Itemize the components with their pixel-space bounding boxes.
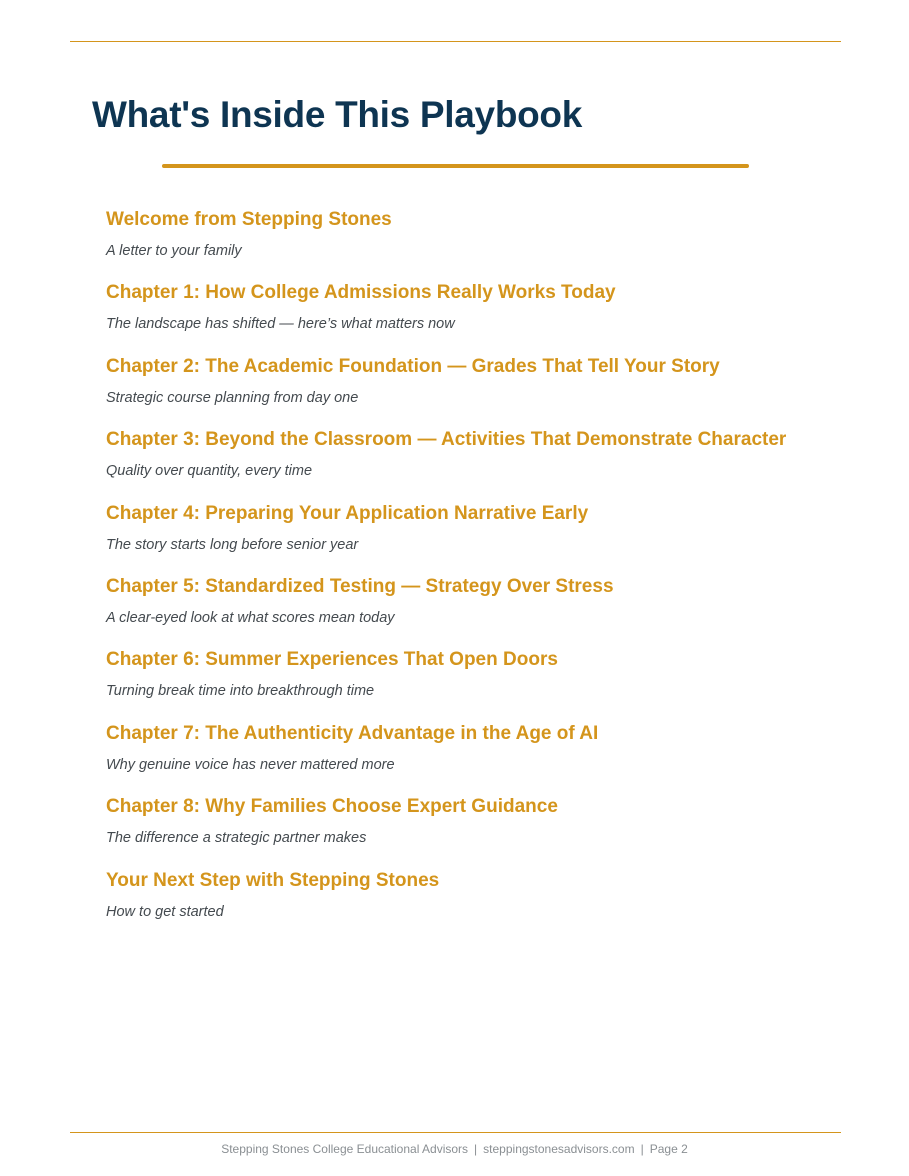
toc-subtitle: A clear-eyed look at what scores mean today <box>106 609 395 626</box>
toc-heading[interactable]: Welcome from Stepping Stones <box>106 209 392 230</box>
toc-heading[interactable]: Chapter 8: Why Families Choose Expert Guidance <box>106 796 558 818</box>
toc-entry-chapter-7 <box>106 720 846 793</box>
toc-entry-chapter-8 <box>106 793 846 866</box>
toc-entry-next-step <box>106 867 846 940</box>
header-divider <box>70 41 841 42</box>
toc-subtitle: Turning break time into breakthrough time <box>106 683 375 700</box>
toc-entry-chapter-1 <box>106 279 846 352</box>
toc-entry-chapter-2 <box>106 353 846 426</box>
toc-subtitle: Why genuine voice has never mattered more <box>106 756 395 773</box>
page-footer <box>0 1142 909 1156</box>
toc-subtitle: A letter to your family <box>106 243 242 259</box>
toc-entry-welcome <box>106 206 846 279</box>
table-of-contents <box>106 206 846 940</box>
title-underline <box>162 164 749 168</box>
toc-heading[interactable]: Your Next Step with Stepping Stones <box>106 869 440 891</box>
toc-heading[interactable]: Chapter 6: Summer Experiences That Open Doors <box>106 649 558 671</box>
toc-subtitle: The difference a strategic partner makes <box>106 830 367 847</box>
toc-heading[interactable]: Chapter 2: The Academic Foundation — Grades That Tell Your Story <box>106 355 720 377</box>
footer-separator: | <box>474 1142 478 1156</box>
toc-heading[interactable]: Chapter 7: The Authenticity Advantage in the Age of AI <box>106 722 599 744</box>
toc-heading[interactable]: Chapter 3: Beyond the Classroom — Activities That Demonstrate Character <box>106 429 787 451</box>
toc-entry-chapter-3 <box>106 426 846 499</box>
toc-subtitle: How to get started <box>106 903 224 920</box>
footer-page-number: Page 2 <box>649 1142 688 1156</box>
toc-heading[interactable]: Chapter 5: Standardized Testing — Strategy Over Stress <box>106 575 614 597</box>
toc-subtitle: The landscape has shifted — here’s what matters now <box>106 316 455 333</box>
toc-subtitle: Quality over quantity, every time <box>106 463 313 480</box>
toc-entry-chapter-4 <box>106 500 846 573</box>
toc-heading[interactable]: Chapter 4: Preparing Your Application Narrative Early <box>106 502 589 524</box>
toc-subtitle: Strategic course planning from day one <box>106 389 359 406</box>
toc-subtitle: The story starts long before senior year <box>106 536 359 553</box>
toc-heading[interactable]: Chapter 1: How College Admissions Really Works Today <box>106 282 616 304</box>
toc-entry-chapter-6 <box>106 646 846 719</box>
page-title: What's Inside This Playbook <box>92 94 583 135</box>
footer-organization: Stepping Stones College Educational Advisors <box>221 1142 469 1156</box>
toc-entry-chapter-5 <box>106 573 846 646</box>
footer-website-link[interactable]: steppingstonesadvisors.com <box>483 1142 635 1156</box>
footer-separator: | <box>640 1142 644 1156</box>
footer-divider <box>70 1132 841 1133</box>
